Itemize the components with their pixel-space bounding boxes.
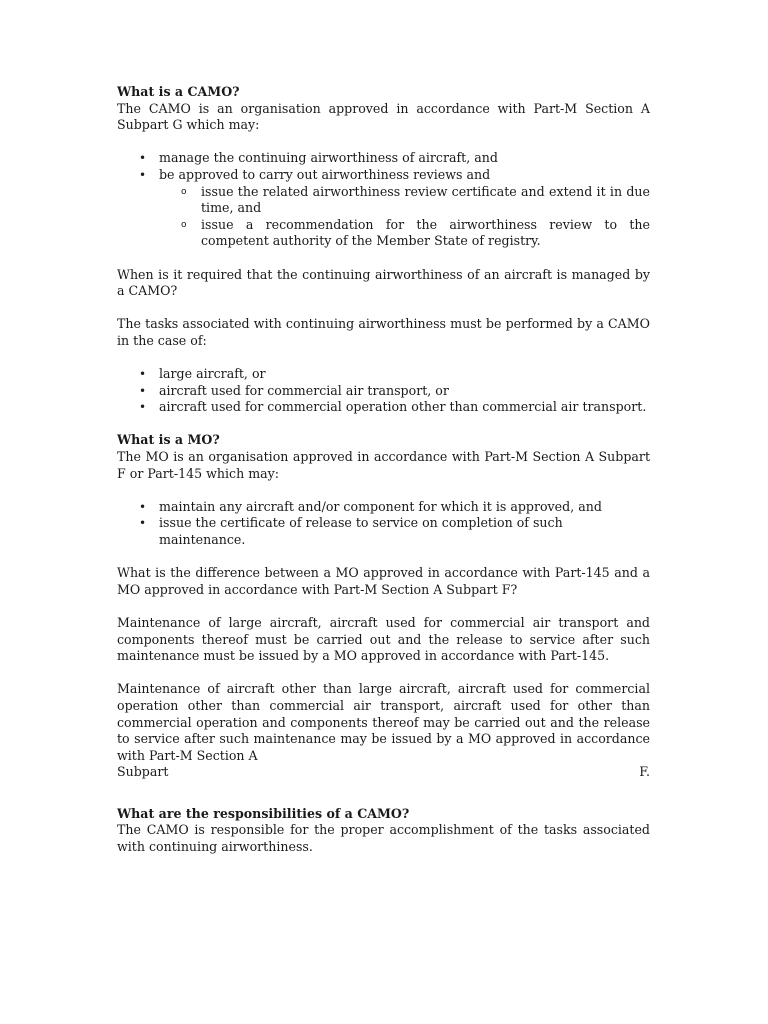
mo-bullet-list — [117, 499, 650, 549]
difference-paragraph-1: Maintenance of large aircraft, aircraft used for commercial air transport and components thereof must be carried out and the release to service after such maintenance must be issued by a MO approved in accordance with Part-145. — [117, 615, 650, 664]
camo-intro: The CAMO is an organisation approved in accordance with Part-M Section A Subpart G which may: — [117, 100, 650, 133]
camo-required-answer: The tasks associated with continuing airworthiness must be performed by a CAMO in the case of: — [117, 316, 650, 348]
camo-sub-bullet-list — [117, 184, 650, 250]
list-item: • manage the continuing airworthiness of aircraft, and — [117, 150, 650, 167]
list-item: o issue a recommendation for the airworthiness review to the competent authority of the Member State of registry. — [117, 217, 650, 250]
mo-intro: The MO is an organisation approved in accordance with Part-M Section A Subpart F or Part-145 which may: — [117, 449, 650, 481]
list-item: • large aircraft, or — [117, 366, 650, 383]
camo-responsibilities-heading: What are the responsibilities of a CAMO? — [117, 805, 410, 821]
camo-responsibilities-answer: The CAMO is responsible for the proper accomplishment of the tasks associated with continuing airworthiness. — [117, 822, 650, 854]
list-item: • aircraft used for commercial operation other than commercial air transport. — [117, 399, 650, 416]
list-item: • aircraft used for commercial air transport, or — [117, 383, 650, 400]
last-line-left: Subpart — [117, 764, 169, 780]
last-line-right: F. — [639, 764, 650, 780]
difference-question: What is the difference between a MO approved in accordance with Part-145 and a MO approved in accordance with Part-M Section A Subpart F? — [117, 565, 650, 597]
camo-required-bullet-list — [117, 366, 650, 416]
difference-paragraph-2-last-line — [117, 764, 650, 781]
mo-heading: What is a MO? — [117, 432, 220, 448]
list-item: • maintain any aircraft and/or component for which it is approved, and — [117, 499, 650, 516]
list-item: • issue the certificate of release to service on completion of such maintenance. — [117, 515, 650, 548]
camo-heading: What is a CAMO? — [117, 84, 240, 99]
list-item: o issue the related airworthiness review certificate and extend it in due time, and — [117, 184, 650, 217]
document-page — [117, 84, 650, 855]
difference-paragraph-2: Maintenance of aircraft other than large aircraft, aircraft used for commercial operation other than commercial air transport, aircraft used for other than commercial operation and components thereof may be carried out and the release to service after such maintenance may be issued by a MO approved in accordance with Part-M Section A — [117, 681, 650, 763]
camo-required-question: When is it required that the continuing airworthiness of an aircraft is managed by a CAMO? — [117, 266, 650, 299]
list-item: • be approved to carry out airworthiness reviews and — [117, 167, 650, 184]
camo-bullet-list — [117, 150, 650, 183]
